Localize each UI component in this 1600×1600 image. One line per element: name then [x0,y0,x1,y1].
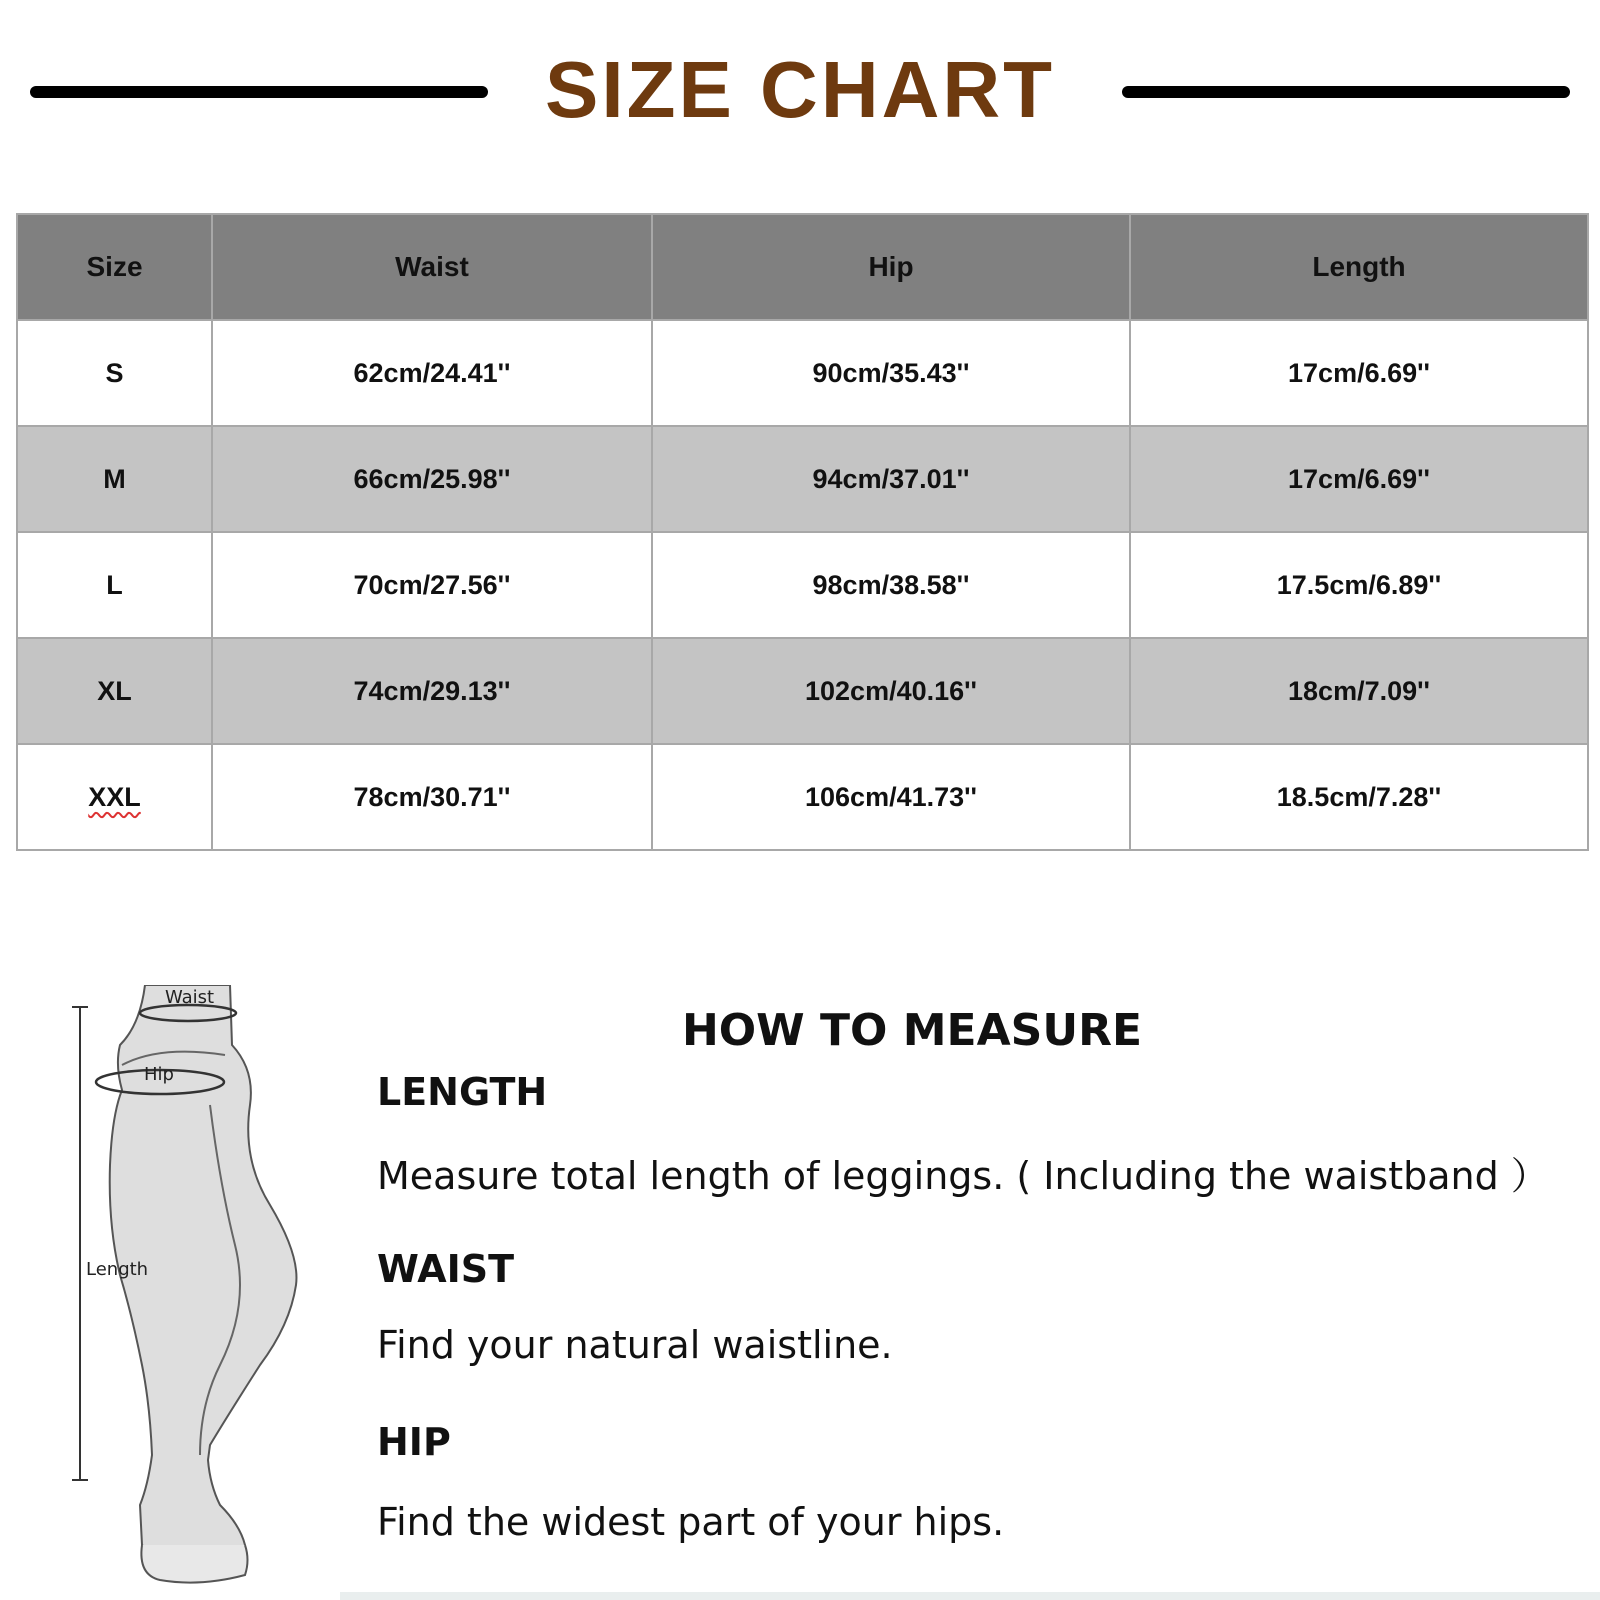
cell-size: S [17,320,212,426]
cell-length: 17cm/6.69'' [1130,320,1588,426]
foot-shape [141,1545,247,1583]
header-hip: Hip [652,214,1130,320]
cell-length: 18.5cm/7.28'' [1130,744,1588,850]
bottom-strip [340,1592,1600,1600]
table-header-row [17,214,1588,320]
waist-label: Waist [165,987,215,1008]
cell-waist: 62cm/24.41'' [212,320,652,426]
table-row [17,744,1588,850]
header-waist: Waist [212,214,652,320]
hip-description: Find the widest part of your hips. [377,1500,1005,1544]
length-description: Measure total length of leggings. ( Including the waistband ） [377,1154,1549,1198]
waist-heading: WAIST [377,1247,515,1291]
hip-label: Hip [144,1064,174,1085]
cell-waist: 78cm/30.71'' [212,744,652,850]
cell-waist: 74cm/29.13'' [212,638,652,744]
cell-hip: 102cm/40.16'' [652,638,1130,744]
size-table [16,213,1589,851]
cell-hip: 94cm/37.01'' [652,426,1130,532]
cell-size [17,744,212,850]
leggings-illustration [60,985,330,1595]
header-size: Size [17,214,212,320]
cell-size: L [17,532,212,638]
cell-waist: 66cm/25.98'' [212,426,652,532]
title-rule-right [1122,86,1570,98]
cell-hip: 90cm/35.43'' [652,320,1130,426]
cell-size: M [17,426,212,532]
cell-hip: 106cm/41.73'' [652,744,1130,850]
title-bar [0,40,1600,140]
cell-length: 18cm/7.09'' [1130,638,1588,744]
leggings-figure [60,985,330,1595]
header-length: Length [1130,214,1588,320]
length-heading: LENGTH [377,1070,548,1114]
table-row [17,532,1588,638]
table-row [17,638,1588,744]
table-row [17,320,1588,426]
cell-length: 17.5cm/6.89'' [1130,532,1588,638]
cell-length: 17cm/6.69'' [1130,426,1588,532]
cell-hip: 98cm/38.58'' [652,532,1130,638]
cell-size-text: XXL [88,781,141,812]
cell-waist: 70cm/27.56'' [212,532,652,638]
length-label: Length [86,1259,149,1280]
hip-heading: HIP [377,1420,451,1464]
how-to-measure-title: HOW TO MEASURE [681,1005,1143,1056]
waist-description: Find your natural waistline. [377,1323,893,1367]
page-title: SIZE CHART [545,45,1055,134]
cell-size: XL [17,638,212,744]
table-row [17,426,1588,532]
